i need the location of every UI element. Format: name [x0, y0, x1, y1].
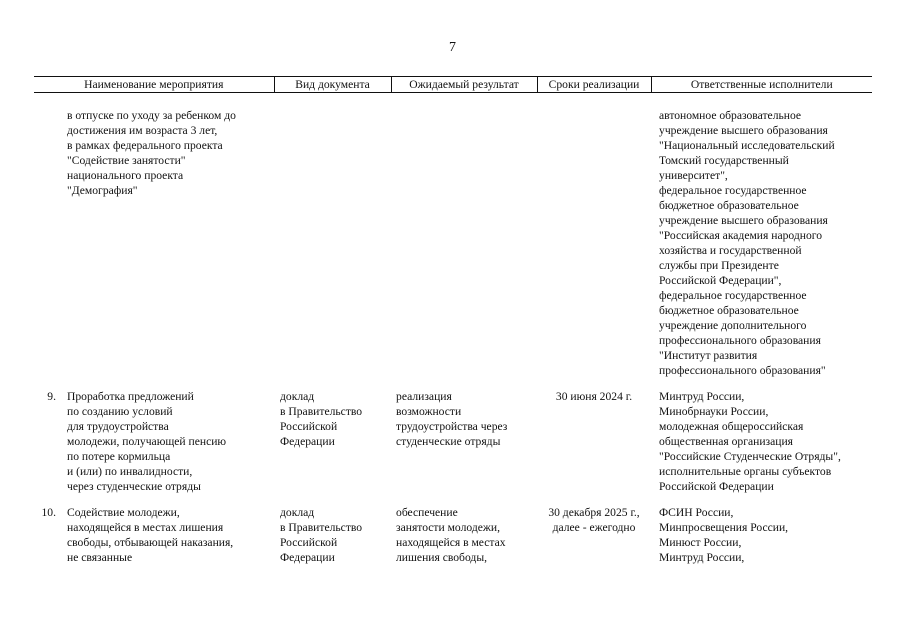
cell-line: "Национальный исследовательский — [659, 139, 835, 152]
header-expected-result: Ожидаемый результат — [391, 77, 537, 93]
cell-line: исполнительные органы субъектов — [659, 465, 832, 478]
cell-line: хозяйства и государственной — [659, 244, 802, 257]
table-row — [34, 108, 872, 378]
cell-line: профессионального образования" — [659, 364, 826, 377]
table-header-row — [34, 77, 872, 93]
expected-result-cell — [391, 505, 537, 565]
cell-line: Российской — [280, 420, 338, 433]
table-row — [34, 505, 872, 565]
cell-line: для трудоустройства — [67, 420, 169, 433]
cell-line: доклад — [280, 390, 315, 403]
cell-line: Минобрнауки России, — [659, 405, 769, 418]
cell-line: Российской — [280, 536, 338, 549]
header-spacer — [34, 93, 872, 109]
table-row — [34, 389, 872, 494]
cell-line: не связанные — [67, 551, 133, 564]
cell-line: общественная организация — [659, 435, 793, 448]
cell-line: профессионального образования — [659, 334, 821, 347]
cell-line: обеспечение — [396, 506, 458, 519]
cell-line: Содействие молодежи, — [67, 506, 180, 519]
document-type-cell — [274, 108, 391, 378]
cell-line: через студенческие отряды — [67, 480, 201, 493]
cell-line: бюджетное образовательное — [659, 304, 799, 317]
cell-line: Российской Федерации", — [659, 274, 782, 287]
cell-line: автономное образовательное — [659, 109, 802, 122]
cell-line: Федерации — [280, 551, 335, 564]
cell-line: Российской Федерации — [659, 480, 774, 493]
cell-line: учреждение высшего образования — [659, 124, 828, 137]
header-event-name: Наименование мероприятия — [34, 77, 274, 93]
cell-line: федеральное государственное — [659, 184, 807, 197]
cell-line: и (или) по инвалидности, — [67, 465, 193, 478]
responsible-cell — [651, 108, 872, 378]
deadline-cell — [537, 505, 651, 565]
cell-line: бюджетное образовательное — [659, 199, 799, 212]
cell-line: реализация — [396, 390, 452, 403]
document-type-cell — [274, 505, 391, 565]
cell-line: федеральное государственное — [659, 289, 807, 302]
cell-line: в отпуске по уходу за ребенком до — [67, 109, 236, 122]
cell-line: по созданию условий — [67, 405, 173, 418]
row-gap — [34, 494, 872, 505]
cell-line: в рамках федерального проекта — [67, 139, 223, 152]
cell-line: по потере кормильца — [67, 450, 171, 463]
cell-line: находящейся в местах — [396, 536, 506, 549]
page-number: 7 — [449, 40, 456, 55]
cell-line: Минпросвещения России, — [659, 521, 789, 534]
deadline-cell — [537, 108, 651, 378]
row-number: 10. — [41, 506, 56, 519]
responsible-cell — [651, 389, 872, 494]
cell-line: Проработка предложений — [67, 390, 194, 403]
row-number — [34, 108, 64, 378]
cell-line: 30 июня 2024 г. — [555, 390, 633, 403]
header-document-type: Вид документа — [274, 77, 391, 93]
cell-line: национального проекта — [67, 169, 184, 182]
cell-line: свободы, отбывающей наказания, — [67, 536, 234, 549]
header-responsible: Ответственные исполнители — [651, 77, 872, 93]
row-gap — [34, 378, 872, 389]
table-body — [34, 93, 872, 566]
cell-line: возможности — [396, 405, 462, 418]
cell-line: "Содействие занятости" — [67, 154, 186, 167]
cell-line: службы при Президенте — [659, 259, 779, 272]
event-name-cell — [64, 505, 274, 565]
cell-line: "Российские Студенческие Отряды", — [659, 450, 841, 463]
cell-line: "Демография" — [67, 184, 138, 197]
cell-line: молодежи, получающей пенсию — [67, 435, 227, 448]
cell-line: университет", — [659, 169, 728, 182]
cell-line: находящейся в местах лишения — [67, 521, 224, 534]
cell-line: "Институт развития — [659, 349, 758, 362]
cell-line: достижения им возраста 3 лет, — [67, 124, 218, 137]
header-deadline: Сроки реализации — [537, 77, 651, 93]
cell-line: молодежная общероссийская — [659, 420, 804, 433]
cell-line: Минтруд России, — [659, 390, 745, 403]
cell-line: Минтруд России, — [659, 551, 745, 564]
cell-line: лишения свободы, — [396, 551, 488, 564]
document-type-cell — [274, 389, 391, 494]
deadline-cell — [537, 389, 651, 494]
event-name-cell — [64, 389, 274, 494]
cell-line: "Российская академия народного — [659, 229, 823, 242]
cell-line: в Правительство — [280, 521, 363, 534]
cell-line: доклад — [280, 506, 315, 519]
cell-line: в Правительство — [280, 405, 363, 418]
expected-result-cell — [391, 389, 537, 494]
cell-line: Минюст России, — [659, 536, 742, 549]
expected-result-cell — [391, 108, 537, 378]
cell-line: занятости молодежи, — [396, 521, 500, 534]
action-plan-table — [34, 76, 872, 565]
event-name-cell — [64, 108, 274, 378]
cell-line: студенческие отряды — [396, 435, 501, 448]
cell-line: Федерации — [280, 435, 335, 448]
cell-line: учреждение дополнительного — [659, 319, 807, 332]
row-number: 9. — [47, 390, 56, 403]
cell-line: далее - ежегодно — [552, 521, 636, 534]
cell-line: Томский государственный — [659, 154, 789, 167]
responsible-cell — [651, 505, 872, 565]
cell-line: трудоустройства через — [396, 420, 508, 433]
cell-line: 30 декабря 2025 г., — [548, 506, 640, 519]
cell-line: ФСИН России, — [659, 506, 734, 519]
cell-line: учреждение высшего образования — [659, 214, 828, 227]
